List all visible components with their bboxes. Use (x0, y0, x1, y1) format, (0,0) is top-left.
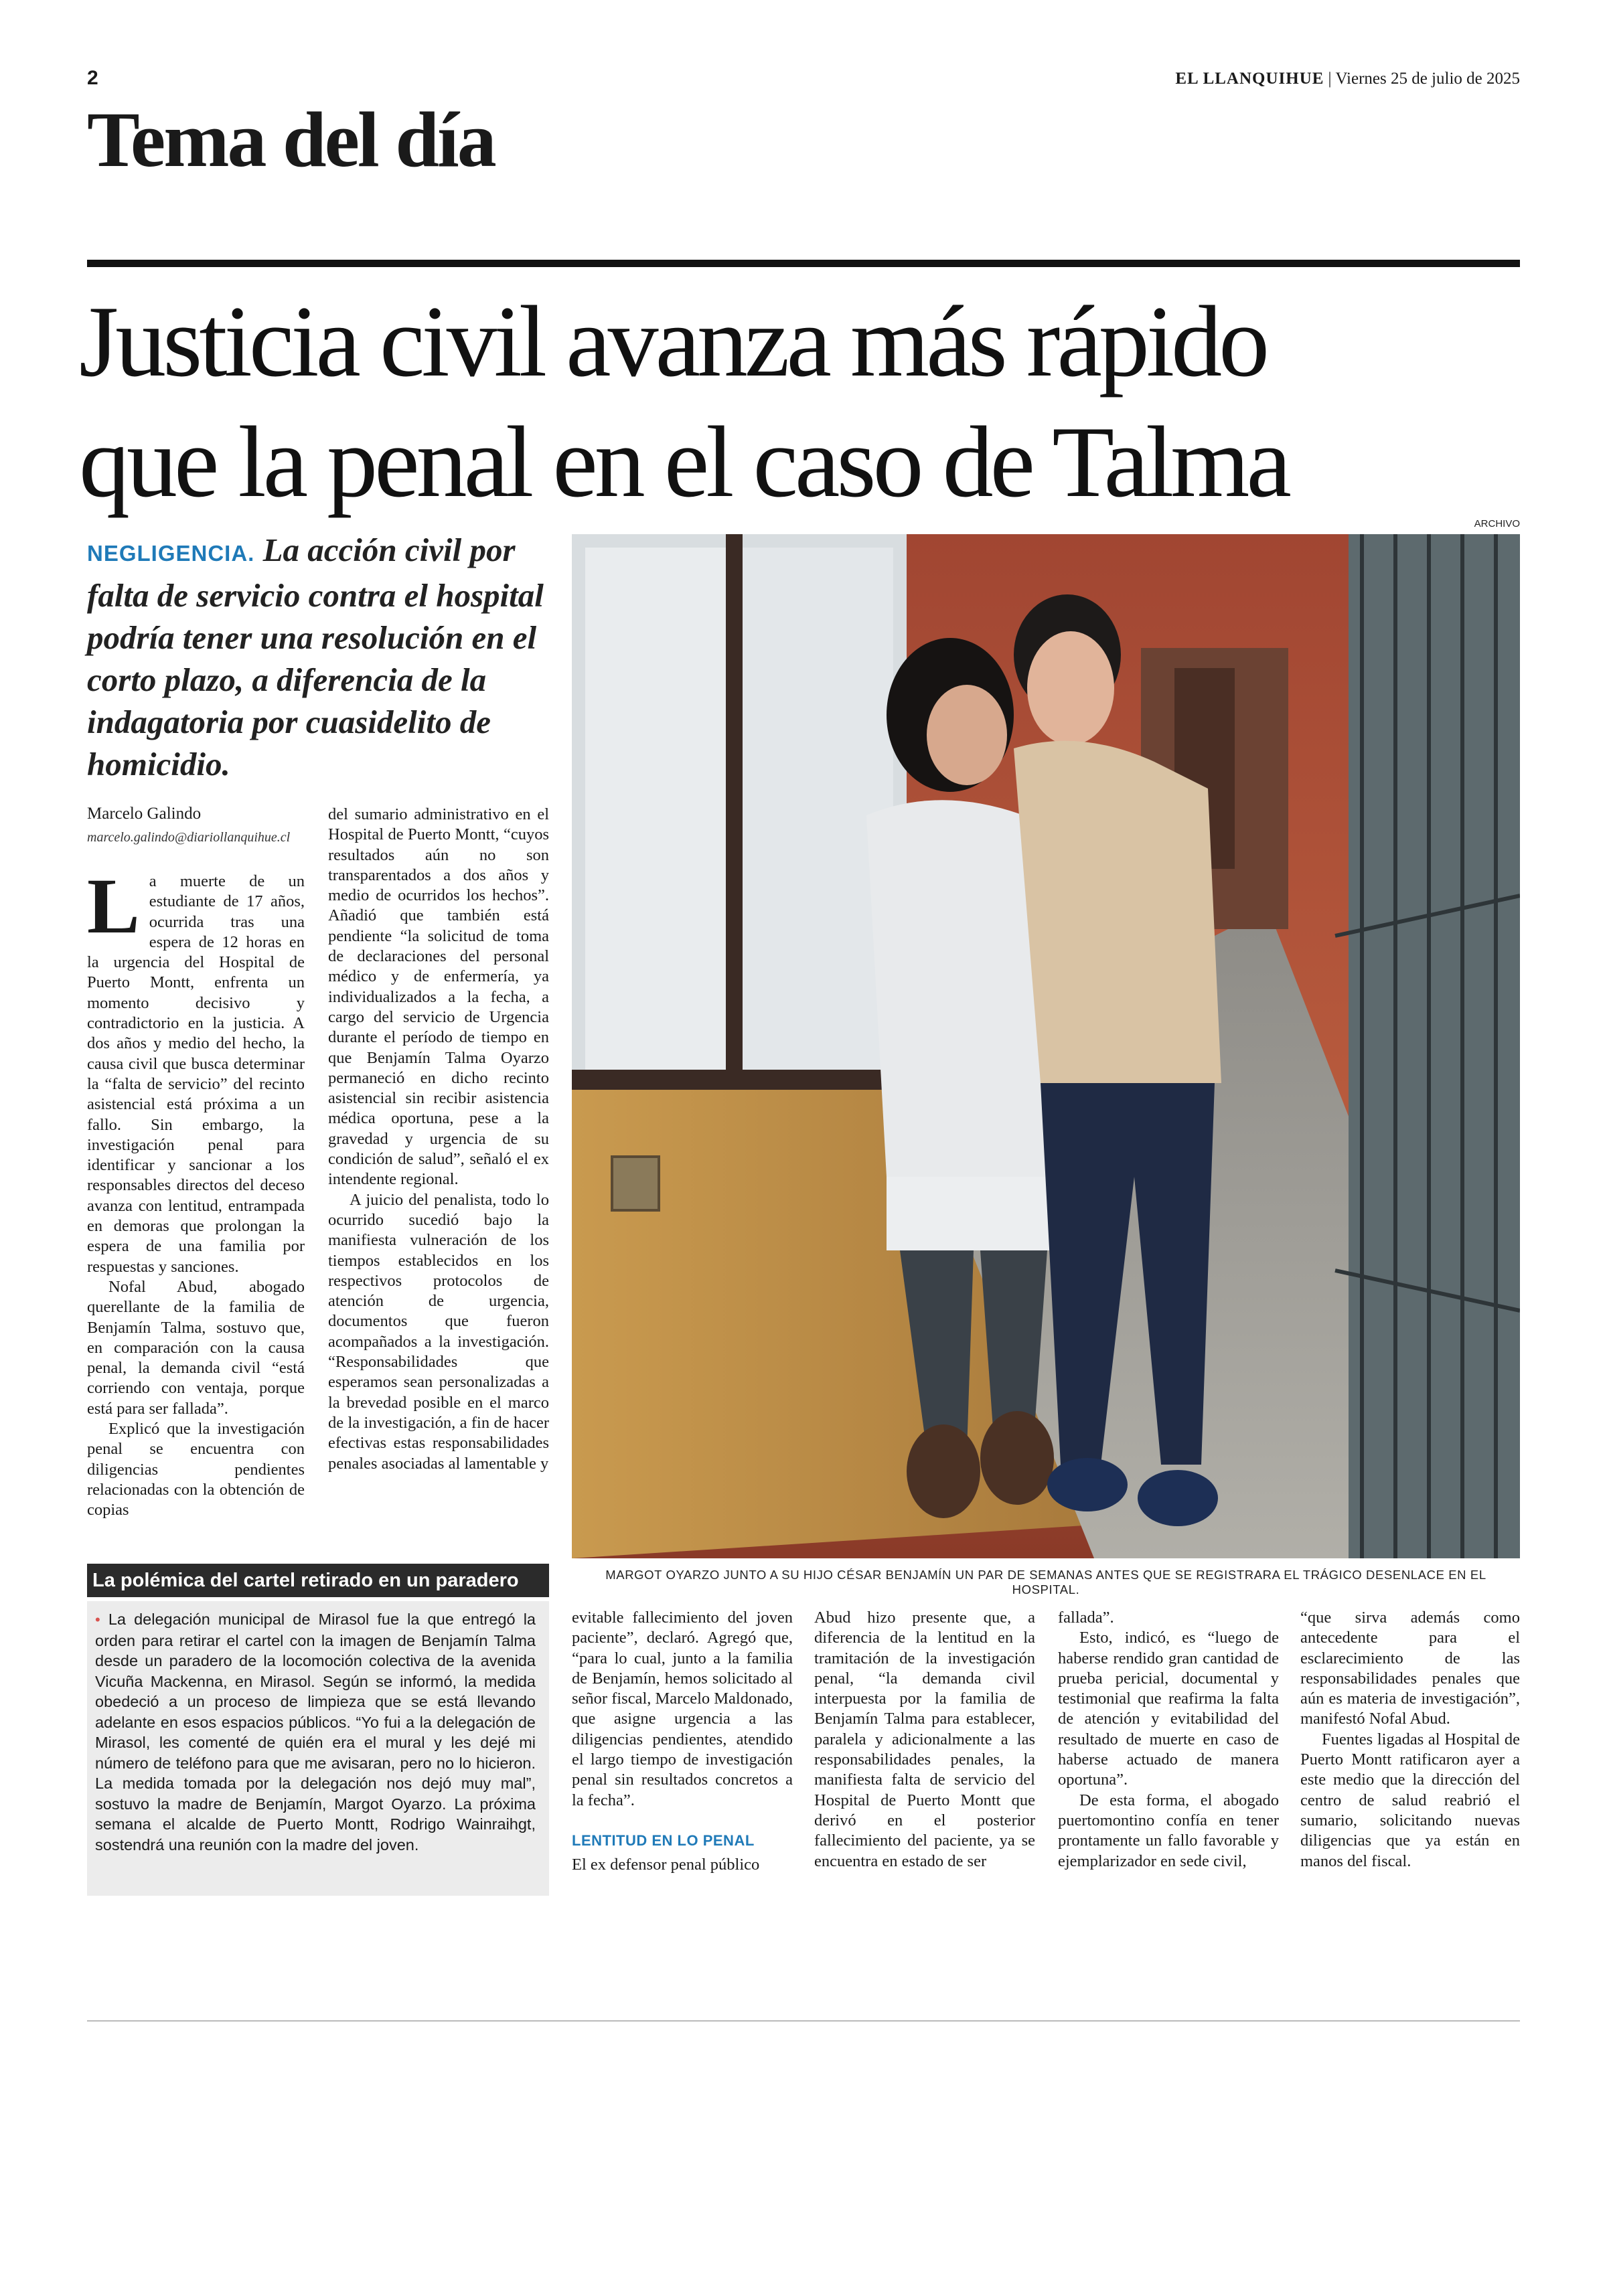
article-column-5 (1058, 1608, 1279, 1872)
bullet-icon: • (95, 1611, 100, 1628)
photo-illustration (572, 534, 1520, 1558)
article-column-1 (87, 862, 305, 1521)
publication-name: EL LLANQUIHUE (1175, 70, 1324, 88)
paragraph: Abud hizo presente que, a diferencia de la lentitud en la tramitación de la investigación penal, “la demanda civil interpuesta por la familia de Benjamín Talma para establecer, paralela y adicionalmente a las responsabilidades penales, la manifiesta falta de servicio del Hospital de Puerto Montt que derivó en el posterior fallecimiento del paciente, ya se encuentra en estado de ser (814, 1609, 1035, 1870)
article-photo (572, 534, 1520, 1558)
article-column-2 (328, 805, 549, 1474)
page-number: 2 (87, 67, 98, 89)
article-column-3 (572, 1608, 793, 1876)
headline-line-2: que la penal en el caso de Talma (79, 406, 1288, 518)
headline (79, 281, 1532, 522)
sidebar-body (87, 1601, 549, 1896)
paragraph: El ex defensor penal público (572, 1856, 760, 1874)
kicker: NEGLIGENCIA. (87, 541, 255, 566)
paragraph: evitable fallecimiento del joven paciente”, declaró. Agregó que, “para lo cual, junto a la familia de Benjamín, hemos solicitado al señor fiscal, Marcelo Maldonado, que asigne urgencia a las diligencias pendientes, atendido el largo tiempo de investigación penal sin resultados concretos a la fecha”. (572, 1609, 793, 1809)
byline-email: marcelo.galindo@diariollanquihue.cl (87, 830, 291, 845)
deck (87, 529, 549, 785)
sidebar-title: La polémica del cartel retirado en un paradero (87, 1564, 549, 1597)
paragraph: Fuentes ligadas al Hospital de Puerto Montt ratificaron ayer a este medio que la dirección del centro de salud reabrió el sumario, solicitando nuevas diligencias que ya están en manos del fiscal. (1300, 1730, 1520, 1870)
masthead (1175, 70, 1520, 88)
footer-rule (87, 2020, 1520, 2022)
subhead: LENTITUD EN LO PENAL (572, 1831, 755, 1849)
paragraph: fallada”. (1058, 1609, 1114, 1627)
paragraph-text: a muerte de un estudiante de 17 años, ocurrida tras una espera de 12 horas en la urgencia del Hospital de Puerto Montt, enfrenta un momento decisivo y contradictorio en la justicia. A dos años y medio del hecho, la causa civil que busca determinar la “falta de servicio” del recinto asistencial está próxima a un fallo. Sin embargo, la investigación penal para identificar y sancionar a los responsables directos del deceso avanza con lentitud, entrampada en demoras que prolongan la espera de una familia por respuestas y sanciones. (87, 872, 305, 1276)
byline-author: Marcelo Galindo (87, 805, 202, 823)
paragraph: Nofal Abud, abogado querellante de la familia de Benjamín Talma, sostuvo que, en comparación con la causa penal, la demanda civil “está corriendo con ventaja, porque está para ser fallada”. (87, 1277, 305, 1418)
deck-text: La acción civil por falta de servicio contra el hospital podría tener una resolución en el corto plazo, a diferencia de la indagatoria por cuasidelito de homicidio. (87, 531, 544, 783)
masthead-separator: | (1328, 70, 1332, 88)
drop-cap: L (87, 862, 140, 950)
paragraph (87, 862, 305, 1277)
section-title: Tema del día (87, 96, 495, 183)
photo-caption: MARGOT OYARZO JUNTO A SU HIJO CÉSAR BENJAMÍN UN PAR DE SEMANAS ANTES QUE SE REGISTRARA EL TRÁGICO DESENLACE EN EL HOSPITAL. (605, 1568, 1486, 1596)
paragraph: De esta forma, el abogado puertomontino confía en tener prontamente un fallo favorable y ejemplarizador en sede civil, (1058, 1791, 1279, 1870)
paragraph: Explicó que la investigación penal se encuentra con diligencias pendientes relacionadas con la obtención de copias (87, 1420, 305, 1520)
photo-credit: ARCHIVO (1474, 518, 1520, 529)
section-rule (87, 260, 1520, 267)
issue-date: Viernes 25 de julio de 2025 (1335, 70, 1520, 88)
headline-line-1: Justicia civil avanza más rápido (79, 285, 1267, 398)
article-column-6 (1300, 1608, 1520, 1872)
paragraph: Esto, indicó, es “luego de haberse rendido gran cantidad de prueba pericial, documental y testimonial que reafirma la falta de atención y evitabilidad del resultado de muerte en caso de haberse actuado de manera oportuna”. (1058, 1629, 1279, 1789)
paragraph: A juicio del penalista, todo lo ocurrido sucedió bajo la manifiesta vulneración de los tiempos establecidos en los respectivos protocolos de atención de urgencia, documentos que fueron acompañados a la investigación. “Responsabilidades que esperamos sean personalizadas a la brevedad posible en el marco de la investigación, a fin de hacer efectivas estas responsabilidades penales asociadas al lamentable y (328, 1190, 549, 1473)
paragraph: “que sirva además como antecedente para el esclarecimiento de las responsabilidades penales que aún es materia de investigación”, manifestó Nofal Abud. (1300, 1609, 1520, 1728)
paragraph: del sumario administrativo en el Hospital de Puerto Montt, “cuyos resultados aún no son transparentados a dos años y medio de ocurridos los hechos”. Añadió que también está pendiente “la solicitud de toma de declaraciones del personal médico y de enfermería, ya individualizados a la fecha, a cargo del servicio de Urgencia durante el período de tiempo en que Benjamín Talma Oyarzo permaneció en dicho recinto asistencial sin recibir asistencia médica oportuna, pese a la gravedad y urgencia de su condición de salud”, señaló el ex intendente regional. (328, 805, 549, 1189)
article-column-4 (814, 1608, 1035, 1872)
sidebar-text: La delegación municipal de Mirasol fue la que entregó la orden para retirar el cartel con la imagen de Benjamín Talma desde un paradero de la locomoción colectiva de la avenida Vicuña Mackenna, en Mirasol. Según se informó, la medida obedeció a un proceso de limpieza que se está llevando adelante en esos espacios públicos. “Yo fui a la delegación de Mirasol, les comenté de quién era el mural y les dejé mi número de teléfono para que me avisaran, pero no lo hicieron. La medida tomada por la delegación nos dejó muy mal”, sostuvo la madre de Benjamín, Margot Oyarzo. La próxima semana el alcalde de Puerto Montt, Rodrigo Wainraihgt, sostendrá una reunión con la madre del joven. (95, 1611, 536, 1854)
